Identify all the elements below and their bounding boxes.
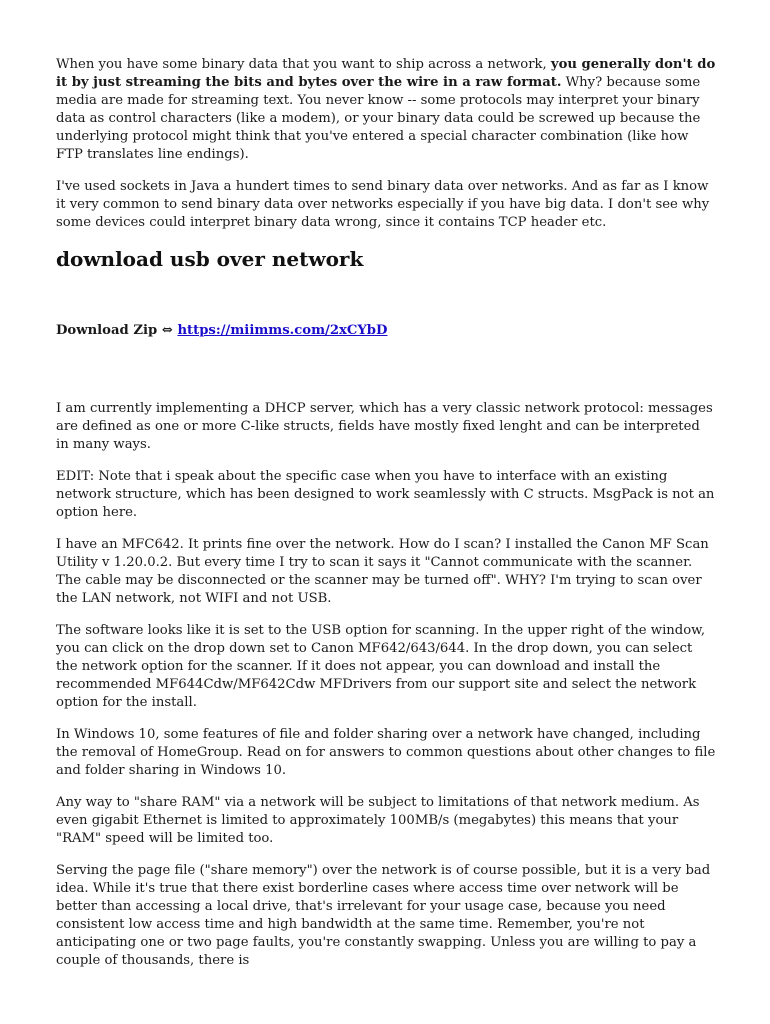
download-link[interactable]: https://miimms.com/2xCYbD: [177, 323, 388, 338]
intro-paragraph-1: [56, 56, 716, 164]
body-paragraph: I am currently implementing a DHCP server, which has a very classic network protocol: messages are defined as one or more C-like structs, fields have mostly fixed lenght and can be interpreted in many ways.: [56, 401, 713, 452]
section-heading: download usb over network: [56, 247, 364, 271]
body-paragraph: Serving the page file ("share memory") over the network is of course possible, but it is a very bad idea. While it's true that there exist borderline cases where access time over network will be better than accessing a local drive, that's irrelevant for your usage case, because you need consistent low access time and high bandwidth at the same time. Remember, you're not anticipating one or two page faults, you're constantly swapping. Unless you are willing to pay a couple of thousands, there is: [56, 863, 711, 968]
document-page: [56, 56, 716, 984]
download-line: [56, 322, 716, 340]
download-label: Download Zip ⇔: [56, 323, 178, 338]
intro-text-b: Why? because some media are made for streaming text. You never know -- some protocols may interpret your binary data as control characters (like a modem), or your binary data could be screwed up because the underlying protocol might think that you've entered a special character combination (like how FTP translates line endings).: [56, 75, 701, 162]
intro-paragraph-2: I've used sockets in Java a hundert times to send binary data over networks. And as far as I know it very common to send binary data over networks especially if you have big data. I don't see why some devices could interpret binary data wrong, since it contains TCP header etc.: [56, 179, 710, 230]
spacer: [56, 354, 716, 400]
body-paragraph: In Windows 10, some features of file and folder sharing over a network have changed, including the removal of HomeGroup. Read on for answers to common questions about other changes to file and folder sharing in Windows 10.: [56, 727, 716, 778]
intro-bold-text: you generally don't do it by just streaming the bits and bytes over the wire in a raw format.: [56, 57, 716, 90]
body-paragraph: I have an MFC642. It prints fine over the network. How do I scan? I installed the Canon MF Scan Utility v 1.20.0.2. But every time I try to scan it says it "Cannot communicate with the scanner. The cable may be disconnected or the scanner may be turned off". WHY? I'm trying to scan over the LAN network, not WIFI and not USB.: [56, 537, 709, 606]
body-paragraph: The software looks like it is set to the USB option for scanning. In the upper right of the window, you can click on the drop down set to Canon MF642/643/644. In the drop down, you can select the network option for the scanner. If it does not appear, you can download and install the recommended MF644Cdw/MF642Cdw MFDrivers from our support site and select the network option for the install.: [56, 623, 706, 710]
body-paragraph: EDIT: Note that i speak about the specific case when you have to interface with an existing network structure, which has been designed to work seamlessly with C structs. MsgPack is not an option here.: [56, 469, 715, 520]
body-paragraph: Any way to "share RAM" via a network will be subject to limitations of that network medium. As even gigabit Ethernet is limited to approximately 100MB/s (megabytes) this means that your "RAM" speed will be limited too.: [56, 795, 700, 846]
intro-text-a: When you have some binary data that you want to ship across a network,: [56, 57, 551, 72]
